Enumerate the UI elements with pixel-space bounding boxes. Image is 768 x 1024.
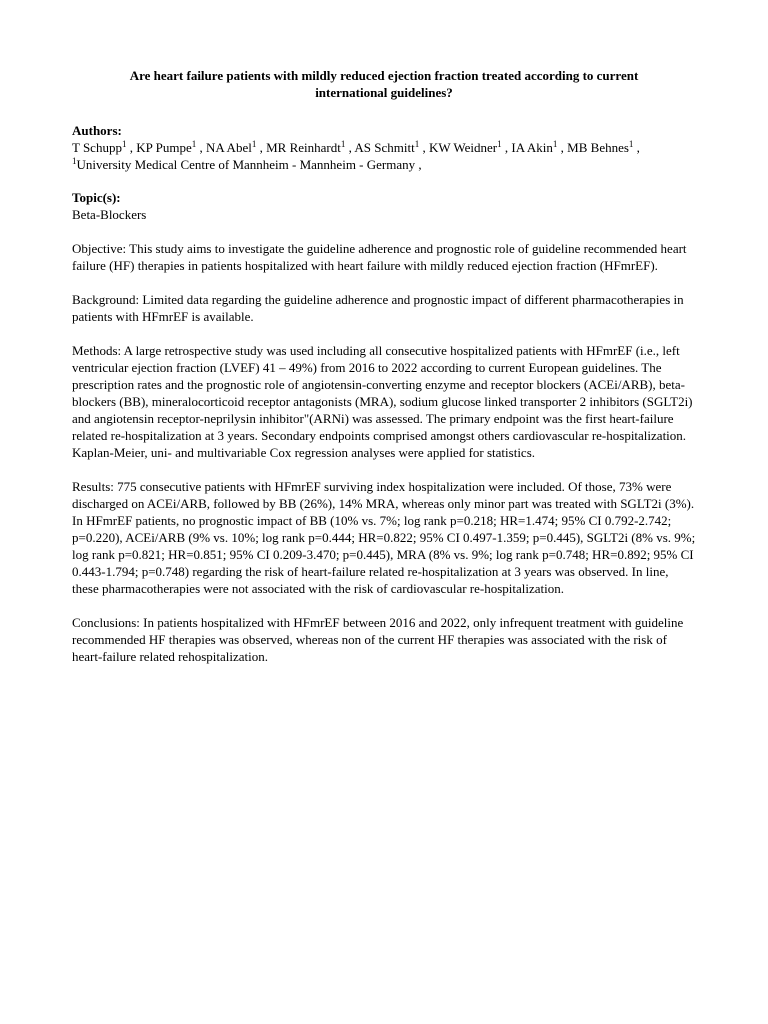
author-affiliation-marker: 1 — [414, 139, 420, 149]
author-name: MB Behnes — [567, 140, 629, 155]
author-name: T Schupp — [72, 140, 122, 155]
affiliation-marker: 1 — [72, 156, 77, 166]
topics-section — [72, 189, 696, 223]
author-name: KW Weidner — [428, 140, 498, 155]
author-affiliation-marker: 1 — [251, 139, 257, 149]
author-name: KP Pumpe — [136, 140, 192, 155]
author-affiliation-marker: 1 — [628, 139, 634, 149]
author-name: AS Schmitt — [354, 140, 415, 155]
objective-paragraph: Objective: This study aims to investigate the guideline adherence and prognostic role of guideline recommended heart failure (HF) therapies in patients hospitalized with heart failure with mildly reduced ejection fraction (HFmrEF). — [72, 241, 687, 273]
author-affiliation-marker: 1 — [191, 139, 197, 149]
background-paragraph: Background: Limited data regarding the guideline adherence and prognostic impact of different pharmacotherapies in patients with HFmrEF is available. — [72, 292, 684, 324]
author-name: NA Abel — [205, 140, 252, 155]
affiliation-text: University Medical Centre of Mannheim - Mannheim - Germany , — [76, 157, 422, 172]
author-name: MR Reinhardt — [266, 140, 341, 155]
author-name: IA Akin — [511, 140, 553, 155]
topics-label: Topic(s): — [72, 190, 121, 205]
abstract-title: Are heart failure patients with mildly reduced ejection fraction treated according to current international guidelines? — [129, 68, 639, 100]
author-affiliation-marker: 1 — [552, 139, 558, 149]
results-paragraph: Results: 775 consecutive patients with HFmrEF surviving index hospitalization were included. Of those, 73% were discharged on ACEi/ARB, followed by BB (26%), 14% MRA, whereas only minor part was treated with SGLT2i (3%). In HFmrEF patients, no prognostic impact of BB (10% vs. 7%; log rank p=0.218; HR=1.474; 95% CI 0.792-2.742; p=0.220), ACEi/ARB (9% vs. 10%; log rank p=0.444; HR=0.822; 95% CI 0.497-1.359; p=0.445), SGLT2i (8% vs. 9%; log rank p=0.821; HR=0.851; 95% CI 0.209-3.470; p=0.445), MRA (8% vs. 9%; log rank p=0.748; HR=0.892; 95% CI 0.443-1.794; p=0.748) regarding the risk of heart-failure related re-hospitalization at 3 years was observed. In line, these pharmacotherapies were not associated with the risk of cardiovascular re-hospitalization. — [72, 479, 696, 596]
topic-value: Beta-Blockers — [72, 207, 147, 222]
authors-section — [72, 122, 696, 173]
author-affiliation-marker: 1 — [121, 139, 127, 149]
affiliation — [72, 156, 696, 173]
methods-paragraph: Methods: A large retrospective study was used including all consecutive hospitalized patients with HFmrEF (i.e., left ventricular ejection fraction (LVEF) 41 – 49%) from 2016 to 2022 according to current European guidelines. The prescription rates and the prognostic role of angiotensin-converting enzyme and receptor blockers (ACEi/ARB), beta-blockers (BB), mineralocorticoid receptor antagonists (MRA), sodium glucose linked transporter 2 inhibitors (SGLT2i) and angiotensin receptor-neprilysin inhibitor"(ARNi) was assessed. The primary endpoint was the first heart-failure related re-hospitalization at 3 years. Secondary endpoints comprised amongst others cardiovascular re-hospitalization. Kaplan-Meier, uni- and multivariable Cox regression analyses were applied for statistics. — [72, 343, 693, 460]
author-affiliation-marker: 1 — [497, 139, 502, 149]
conclusions-paragraph: Conclusions: In patients hospitalized with HFmrEF between 2016 and 2022, only infrequent treatment with guideline recommended HF therapies was observed, whereas non of the current HF therapies was associated with the risk of heart-failure related rehospitalization. — [72, 615, 684, 664]
author-list: T Schupp$^1$ , KP Pumpe$^1$ , NA Abel$^1$ , MR Reinhardt$^1$ , AS Schmitt$^1$ , KW Weidner$^1$ , IA Akin$^1$ , MB Behnes$^1$ , — [72, 139, 640, 155]
author-affiliation-marker: 1 — [340, 139, 346, 149]
authors-label: Authors: — [72, 123, 122, 138]
